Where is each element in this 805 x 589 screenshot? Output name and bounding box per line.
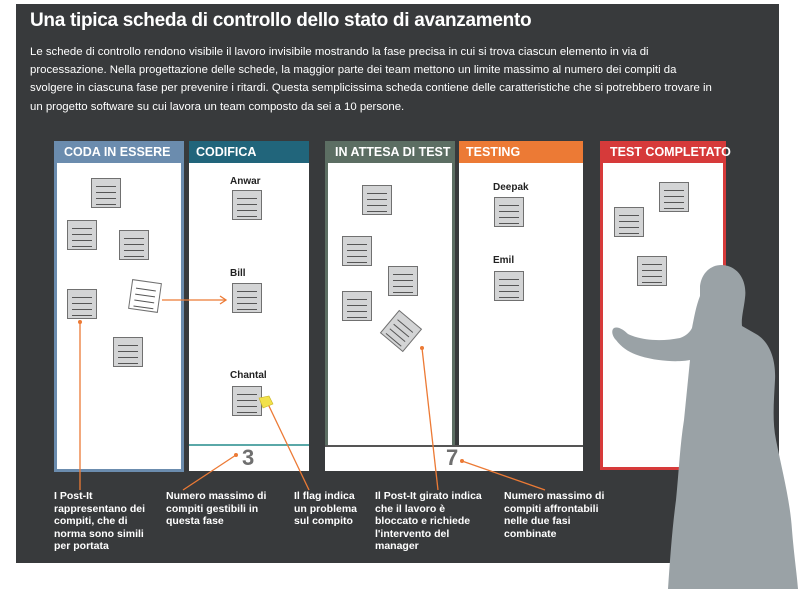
wip-limit-combined: 7 [446, 445, 459, 470]
column-header-coda: CODA IN ESSERE [57, 141, 181, 163]
column-header-codifica: CODIFICA [189, 141, 309, 163]
column-header-testing: TESTING [459, 141, 583, 163]
annotation-post-it: I Post-It rappresentano dei compiti, che di norma sono simili per portata [54, 490, 146, 552]
intro-paragraph: Le schede di controllo rendono visibile il lavoro invisibile mostrando la fase precisa in cui si trova ciascun elemento in via di processazione. Nella progettazione delle schede, la maggior parte dei team mettono un limite massimo al numero dei compiti da svolgere in ciascuna fase per prevenire i ritardi. Questa semplicissima scheda contiene delle caratteristiche che si potrebbero trovare in un progetto software su cui lavora un team composto da sei a 10 persone. [30, 46, 712, 113]
assignee-label: Chantal [230, 370, 267, 381]
wip-limit-codifica: 3 [242, 445, 255, 470]
assignee-label: Anwar [230, 176, 261, 187]
annotation-flag: Il flag indica un problema sul compito [294, 490, 358, 527]
annotation-combined: Numero massimo di compiti affrontabili nelle due fasi combinate [504, 490, 605, 540]
column-header-completato: TEST COMPLETATO [603, 141, 723, 163]
assignee-label: Emil [493, 255, 515, 266]
column-header-attesa: IN ATTESA DI TEST [328, 141, 452, 163]
annotation-rotated: Il Post-It girato indica che il lavoro è bloccato e richiede l'intervento del manager [375, 490, 482, 552]
assignee-label: Deepak [493, 182, 529, 193]
page-title: Una tipica scheda di controllo dello stato di avanzamento [30, 10, 532, 31]
assignee-label: Bill [230, 268, 246, 279]
annotation-limit: Numero massimo di compiti gestibili in questa fase [166, 490, 267, 527]
